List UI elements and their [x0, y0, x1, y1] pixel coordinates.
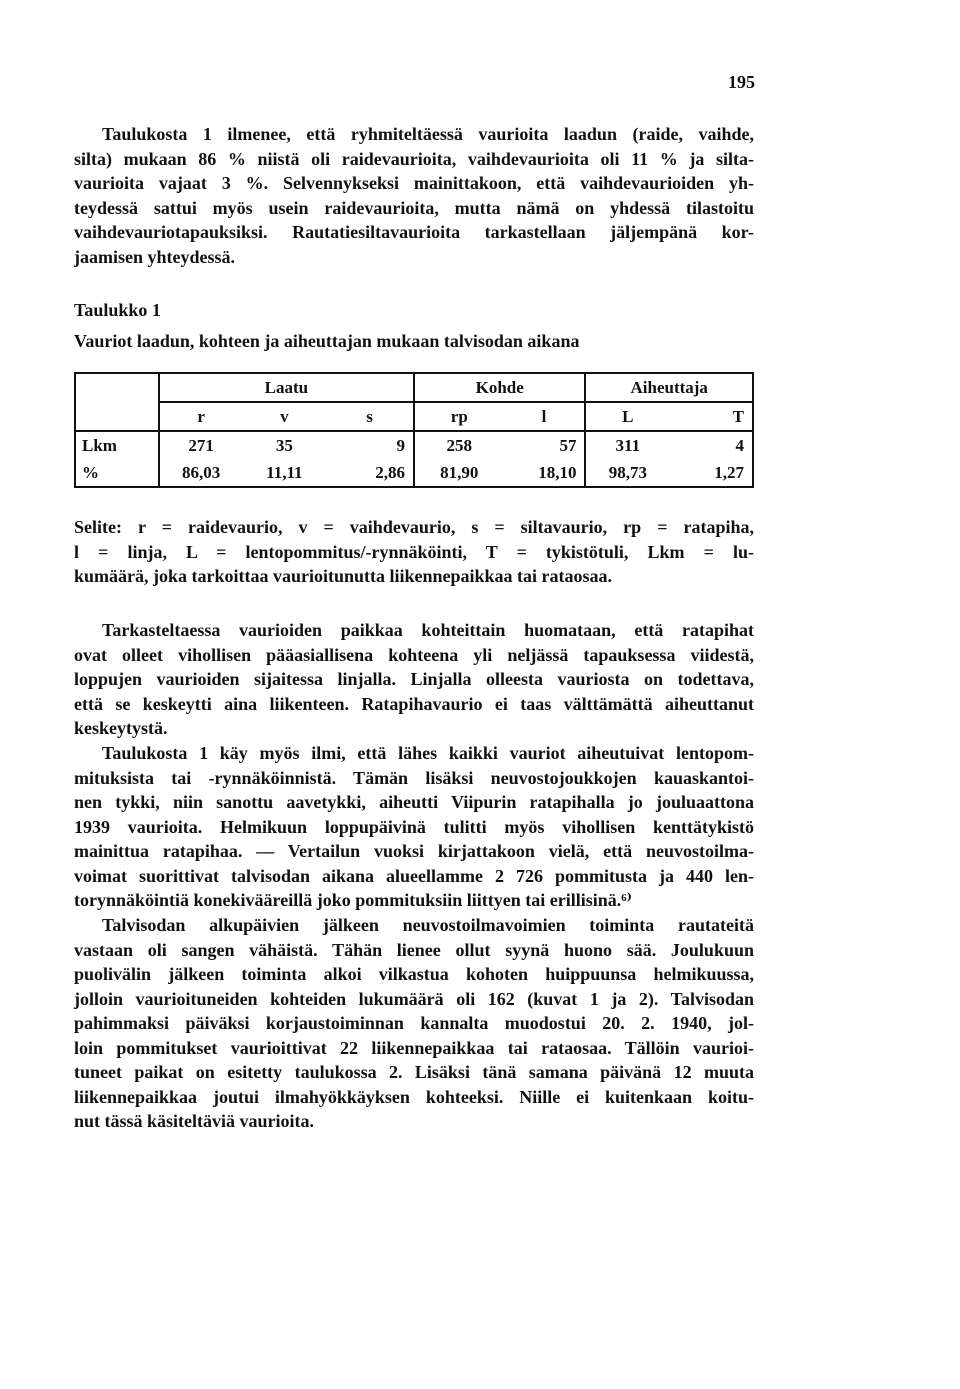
text-line: silta) mukaan 86 % niistä oli raidevaurioita, vaihdevaurioita oli 11 % ja silta-: [74, 148, 754, 169]
table-caption: Vauriot laadun, kohteen ja aiheuttajan mukaan talvisodan aikana: [74, 331, 580, 351]
table-cell: 9: [326, 431, 414, 459]
table-cell: 98,73: [585, 459, 669, 487]
body-paragraph: [74, 913, 754, 1134]
page-number: 195: [728, 72, 755, 92]
row-label-lkm: Lkm: [75, 431, 159, 459]
table-cell: 4: [669, 431, 753, 459]
text-line: nen tykki, niin sanottu aavetykki, aiheutti Viipurin ratapihalla jo jouluaattona: [74, 792, 754, 812]
text-line: voimat suorittivat talvisodan aikana alueellamme 2 726 pommitusta ja 440 len-: [74, 865, 754, 886]
text-line: vaihdevauriotapauksiksi. Rautatiesiltavaurioita tarkastellaan jäljempänä kor-: [74, 222, 754, 242]
text-line: pahimmaksi päiväksi korjaustoiminnan kannalta muodostui 20. 2. 1940, jol-: [74, 1013, 754, 1033]
text-line: Selite: r = raidevaurio, v = vaihdevaurio, s = siltavaurio, rp = ratapiha,: [74, 517, 754, 537]
column-header-r: r: [159, 402, 243, 431]
text-line: l = linja, L = lentopommitus/-rynnäköinti, T = tykistötuli, Lkm = lu-: [74, 541, 754, 562]
text-line: Tarkasteltaessa vaurioiden paikkaa kohteittain huomataan, että ratapihat: [102, 620, 754, 640]
table-row: [75, 459, 753, 487]
text-line: kumäärä, joka tarkoittaa vaurioitunutta liikennepaikkaa tai rataosaa.: [74, 566, 613, 586]
table-cell: 57: [504, 431, 586, 459]
body-paragraph: [74, 741, 754, 913]
text-line: mainittua ratapihaa. — Vertailun vuoksi kirjattakoon vielä, että neuvostoilma-: [74, 841, 754, 861]
text-line: Talvisodan alkupäivien jälkeen neuvostoilmavoimien toiminta rautateitä: [102, 915, 754, 935]
row-label-percent: %: [75, 459, 159, 487]
intro-paragraph: [74, 122, 754, 269]
table-cell: 18,10: [504, 459, 586, 487]
table-row: [75, 431, 753, 459]
column-header-l: l: [504, 402, 586, 431]
table-cell: 1,27: [669, 459, 753, 487]
column-header-L: L: [585, 402, 669, 431]
text-line: keskeytystä.: [74, 718, 168, 738]
column-header-T: T: [669, 402, 753, 431]
text-line: torynnäköintiä konekivääreillä joko pommituksiin liittyen tai erillisinä.⁶⁾: [74, 890, 632, 910]
table-cell: 311: [615, 435, 641, 455]
text-line: teydessä sattui myös usein raidevaurioita, mutta nämä on yhdessä tilastoitu: [74, 197, 754, 218]
table-cell: 35: [275, 435, 293, 455]
text-line: Taulukosta 1 käy myös ilmi, että lähes kaikki vauriot aiheutuivat lentopom-: [102, 743, 754, 763]
group-header-laatu: Laatu: [159, 373, 414, 402]
text-line: jaamisen yhteydessä.: [74, 246, 235, 267]
text-line: mituksista tai -rynnäköinnistä. Tämän lisäksi neuvostojoukkojen kauaskantoi-: [74, 767, 754, 788]
column-header-v: v: [243, 402, 327, 431]
table-cell: 81,90: [414, 459, 504, 487]
group-header-kohde: Kohde: [414, 373, 586, 402]
table-corner-cell: [75, 373, 159, 431]
text-line: tuneet paikat on esitetty taulukossa 2. Lisäksi tänä samana päivänä 12 muuta: [74, 1062, 754, 1082]
text-line: Taulukosta 1 ilmenee, että ryhmiteltäessä vaurioita laadun (raide, vaihde,: [102, 124, 754, 144]
text-line: 1939 vaurioita. Helmikuun loppupäivinä tulitti myös vihollisen kenttätykistö: [74, 816, 754, 837]
table-cell: 86,03: [159, 459, 243, 487]
table-label: Taulukko 1: [74, 300, 161, 320]
text-line: puolivälin jälkeen toiminta alkoi vilkastua kohoten huippuunsa helmikuussa,: [74, 964, 754, 984]
table-legend: [74, 515, 754, 589]
text-line: loin pommitukset vaurioittivat 22 liikennepaikkaa tai rataosaa. Tällöin vaurioi-: [74, 1037, 754, 1058]
text-line: vastaan oli sangen vähäistä. Tähän lienee ollut syynä huono sää. Joulukuun: [74, 939, 754, 960]
damage-table: [74, 372, 754, 488]
text-line: nut tässä käsiteltäviä vaurioita.: [74, 1111, 315, 1131]
text-line: loppujen vaurioiden sijaitessa linjalla. Linjalla olleesta vauriosta on todettava,: [74, 669, 754, 689]
text-line: jolloin vaurioituneiden kohteiden lukumäärä oli 162 (kuvat 1 ja 2). Talvisodan: [74, 988, 754, 1009]
body-paragraph: [74, 618, 754, 741]
table-cell: 258: [446, 435, 473, 455]
table-cell: 271: [188, 435, 214, 455]
text-line: että se keskeytti aina liikenteen. Ratapihavaurio ei taas välttämättä aiheuttanut: [74, 693, 754, 714]
text-line: liikennepaikkaa joutui ilmahyökkäyksen kohteeksi. Niille ei kuitenkaan koitu-: [74, 1086, 754, 1107]
table-cell: 11,11: [243, 459, 327, 487]
text-line: vaurioita vajaat 3 %. Selvennykseksi mainittakoon, että vaihdevaurioiden yh-: [74, 173, 754, 193]
text-line: ovat olleet vihollisen pääasiallisena kohteena yli neljässä tapauksessa viidestä,: [74, 644, 754, 665]
column-header-s: s: [326, 402, 414, 431]
group-header-aiheuttaja: Aiheuttaja: [585, 373, 753, 402]
column-header-rp: rp: [414, 402, 504, 431]
table-cell: 2,86: [326, 459, 414, 487]
